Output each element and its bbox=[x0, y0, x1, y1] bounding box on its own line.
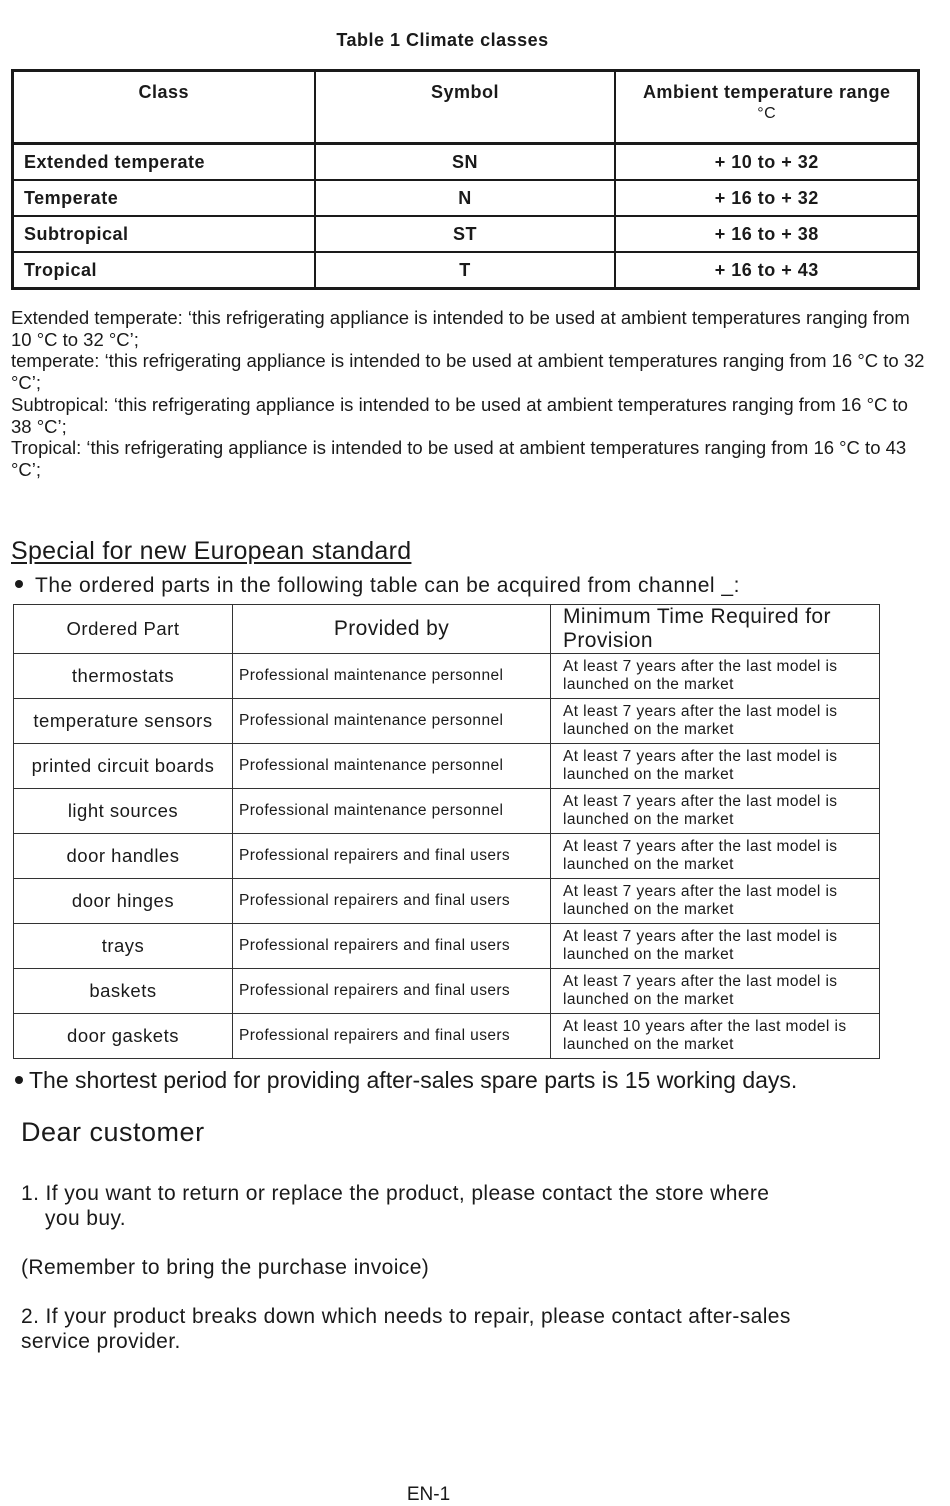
table1-title: Table 1 Climate classes bbox=[336, 30, 549, 50]
note-extended-temperate: Extended temperate: ‘this refrigerating appliance is intended to be used at ambient temperatures ranging from 10 °C to 32 °C’; bbox=[11, 307, 910, 350]
climate-classes-table bbox=[11, 69, 920, 290]
table-row bbox=[14, 744, 880, 789]
part-cell: trays bbox=[14, 924, 233, 969]
header-symbol: Symbol bbox=[315, 71, 616, 144]
part-cell: door handles bbox=[14, 834, 233, 879]
time-cell: At least 7 years after the last model is launched on the market bbox=[551, 699, 880, 744]
repair-instruction-line2: service provider. bbox=[21, 1330, 181, 1353]
time-cell: At least 7 years after the last model is launched on the market bbox=[551, 789, 880, 834]
time-cell: At least 7 years after the last model is launched on the market bbox=[551, 654, 880, 699]
provider-cell: Professional maintenance personnel bbox=[233, 744, 551, 789]
class-cell: Temperate bbox=[13, 180, 315, 216]
time-cell: At least 7 years after the last model is launched on the market bbox=[551, 879, 880, 924]
time-cell: At least 7 years after the last model is launched on the market bbox=[551, 969, 880, 1014]
ordered-parts-text: The ordered parts in the following table can be acquired from channel _: bbox=[35, 574, 740, 597]
eu-standard-heading: Special for new European standard bbox=[11, 537, 412, 565]
time-cell: At least 10 years after the last model is launched on the market bbox=[551, 1014, 880, 1059]
page-number: EN-1 bbox=[406, 1484, 451, 1505]
provider-cell: Professional repairers and final users bbox=[233, 969, 551, 1014]
time-cell: At least 7 years after the last model is launched on the market bbox=[551, 924, 880, 969]
provider-cell: Professional repairers and final users bbox=[233, 834, 551, 879]
repair-instruction-line1: 2. If your product breaks down which needs to repair, please contact after-sales bbox=[21, 1305, 791, 1328]
part-cell: thermostats bbox=[14, 654, 233, 699]
table-row bbox=[14, 1014, 880, 1059]
provider-cell: Professional maintenance personnel bbox=[233, 699, 551, 744]
provider-cell: Professional repairers and final users bbox=[233, 1014, 551, 1059]
bullet-icon bbox=[15, 1076, 23, 1084]
time-cell: At least 7 years after the last model is launched on the market bbox=[551, 744, 880, 789]
dear-customer-heading: Dear customer bbox=[21, 1117, 205, 1147]
part-cell: temperature sensors bbox=[14, 699, 233, 744]
range-cell: + 16 to + 32 bbox=[615, 180, 918, 216]
symbol-cell: ST bbox=[315, 216, 616, 252]
range-cell: + 16 to + 38 bbox=[615, 216, 918, 252]
table-row bbox=[14, 699, 880, 744]
class-cell: Tropical bbox=[13, 252, 315, 289]
repair-instruction bbox=[21, 1304, 901, 1354]
table-row bbox=[14, 834, 880, 879]
invoice-reminder: (Remember to bring the purchase invoice) bbox=[21, 1256, 430, 1279]
part-cell: door gaskets bbox=[14, 1014, 233, 1059]
table-row bbox=[14, 789, 880, 834]
header-range bbox=[615, 71, 918, 144]
symbol-cell: N bbox=[315, 180, 616, 216]
header-class: Class bbox=[13, 71, 315, 144]
table-row bbox=[13, 144, 919, 181]
return-instruction-line2: you buy. bbox=[45, 1207, 127, 1230]
symbol-cell: T bbox=[315, 252, 616, 289]
note-subtropical: Subtropical: ‘this refrigerating appliance is intended to be used at ambient temperatures ranging from 16 °C to 38 °C’; bbox=[11, 393, 908, 437]
shortest-period-text: The shortest period for providing after-sales spare parts is 15 working days. bbox=[29, 1067, 798, 1093]
part-cell: door hinges bbox=[14, 879, 233, 924]
provider-cell: Professional repairers and final users bbox=[233, 879, 551, 924]
part-cell: baskets bbox=[14, 969, 233, 1014]
time-cell: At least 7 years after the last model is launched on the market bbox=[551, 834, 880, 879]
range-cell: + 16 to + 43 bbox=[615, 252, 918, 289]
return-instruction bbox=[21, 1181, 901, 1231]
climate-notes bbox=[11, 307, 931, 481]
table-row bbox=[14, 969, 880, 1014]
shortest-period-bullet bbox=[15, 1067, 797, 1094]
table-row bbox=[14, 924, 880, 969]
table-row bbox=[13, 180, 919, 216]
table-row bbox=[13, 216, 919, 252]
table-row bbox=[14, 879, 880, 924]
table-row bbox=[13, 252, 919, 289]
header-ordered-part: Ordered Part bbox=[14, 605, 233, 654]
provider-cell: Professional maintenance personnel bbox=[233, 789, 551, 834]
bullet-icon bbox=[15, 580, 23, 588]
table-row bbox=[14, 654, 880, 699]
class-cell: Subtropical bbox=[13, 216, 315, 252]
parts-table-header bbox=[14, 605, 880, 654]
ordered-parts-table bbox=[13, 604, 880, 1059]
part-cell: printed circuit boards bbox=[14, 744, 233, 789]
range-cell: + 10 to + 32 bbox=[615, 144, 918, 181]
provider-cell: Professional maintenance personnel bbox=[233, 654, 551, 699]
ordered-parts-bullet bbox=[15, 574, 740, 598]
climate-table-header bbox=[13, 71, 919, 144]
note-tropical: Tropical: ‘this refrigerating appliance is intended to be used at ambient temperatures ranging from 16 °C to 43 °C’; bbox=[11, 437, 907, 480]
symbol-cell: SN bbox=[315, 144, 616, 181]
header-min-time: Minimum Time Required for Provision bbox=[551, 605, 880, 654]
header-range-label: Ambient temperature range bbox=[642, 82, 891, 102]
provider-cell: Professional repairers and final users bbox=[233, 924, 551, 969]
note-temperate: temperate: ‘this refrigerating appliance is intended to be used at ambient temperatures ranging from 16 °C to 32 °C’; bbox=[11, 350, 925, 394]
class-cell: Extended temperate bbox=[13, 144, 315, 181]
header-range-unit: °C bbox=[757, 105, 777, 122]
header-provided-by: Provided by bbox=[233, 605, 551, 654]
part-cell: light sources bbox=[14, 789, 233, 834]
return-instruction-line1: 1. If you want to return or replace the product, please contact the store where bbox=[21, 1182, 770, 1205]
